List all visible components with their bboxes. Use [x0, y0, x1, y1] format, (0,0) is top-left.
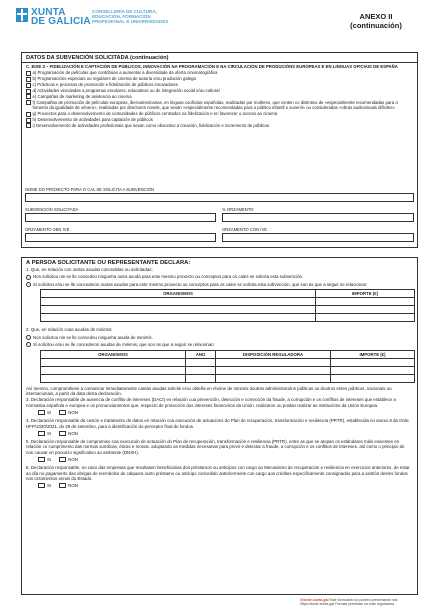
checkbox[interactable] [26, 71, 31, 76]
declaration-section [21, 257, 418, 595]
question-2: 2. Que, en relación coas axudas de minimis: [26, 327, 113, 333]
checkbox[interactable] [26, 89, 31, 94]
subsidy-title: DATOS DA SUBVENCIÓN SOLICITADA (continuación) [22, 53, 417, 63]
option-b[interactable]: b) Programacións especiais ou regulares de cinema de autoría e/ou produción galega [26, 76, 413, 81]
footer-brand: @sede.xunta.gal [300, 598, 329, 602]
question-5: 5. Declaración responsable de compromiso coa execución de actuación do Plan de recuperación, transformación e resiliencia (PRTR), entre as que se atopan os estándares máis esixentes en relación co cumprimento das normas xurídicas, éticas e morais, adoptando as medidas necesarias para previr e detectar a fraude, a corrupción e os conflitos de intereses, así como o principio de non causar un prexuízo significativo ao ambiente (DNSH). [26, 438, 405, 455]
budget-no-vat-label: ORZAMENTO SEN IVE [25, 227, 70, 232]
col-year: ANO [186, 350, 216, 358]
question-1: 1. Que, en relación con outras axudas concedidas ou solicitadas: [26, 267, 153, 272]
commitment-text: Así mesmo, comprométese a comunicar inmediatamente cantas axudas solicite e/ou obteña en réxime de minimis doutras administracións públicas ou doutros entes públicos, nacionais ou internacionais, a partir da data desta declaración. [26, 385, 392, 396]
budget-vat-label: ORZAMENTO CON IVE [222, 227, 268, 232]
q1-option-yes[interactable]: Si solicitou e/ou se lle concederon outras axudas para este mesmo proxecto ou conceptos para os cales se solicita esta subvención, que son as que a seguir se relacionan: [26, 282, 413, 288]
option-h[interactable]: h) Desenvolvemento de actividades para captación de públicos [26, 117, 413, 122]
q5-yes-no[interactable]: SI NON [38, 457, 413, 462]
question-4: 4. Declaración responsable de cesión e tratamento de datos en relación coa execución de actuacións do Plan de recuperación, transformación e resiliencia (PRTR), establecida no anexo 8 da Orde HFP/1030/2021, do 29 de setembro, para a identificación do perceptor final de fondos. [26, 418, 409, 429]
col-amount: IMPORTE (€) [316, 290, 415, 298]
requested-label: SUBVENCIÓN SOLICITADA [25, 207, 79, 212]
xunta-logo [16, 8, 96, 38]
annex-subtitle: (continuación) [350, 21, 402, 30]
project-name-input[interactable] [25, 193, 414, 202]
checkbox[interactable] [26, 83, 31, 88]
question-6: 6. Declaración responsable, no caso das empresas que resultasen beneficiarias dos préstamos ou anticipos con cargo ao Mecanismo de recuperación e resiliencia en exercicios anteriores, de estar ao día no pagamento das obrigas de reembolso de calquera outro préstamo ou anticipo concedido anteriormente con cargo aos créditos especificamente consignados para a xestión destes fondos nos orzamentos xerais do Estado. [26, 465, 410, 481]
annex-title: ANEXO II [359, 12, 393, 21]
q2-option-yes[interactable]: Si solicitou e/ou se lle concederon axudas de minimis, que son as que a seguir se relacionan: [26, 342, 413, 347]
option-g[interactable]: g) Proxectos para o desenvolvemento de comunidades de públicos centrados na fidelización e en favorecer o acceso ao cinema [26, 111, 413, 116]
checkbox[interactable] [26, 112, 31, 117]
radio-button[interactable] [26, 282, 31, 287]
radio-button[interactable] [26, 275, 31, 280]
option-e[interactable]: e) Campañas de marketing de asistencia ao cinema [26, 94, 413, 99]
xunta-cross-icon [16, 8, 28, 22]
q3-yes-no[interactable]: SI NON [38, 410, 413, 415]
other-aid-table [40, 289, 415, 322]
checkbox[interactable] [26, 118, 31, 123]
footer: @sede.xunta.gal Este formulario só poderá presentarse nos https://sede.xunta.gal Formas previstas na orde reguladora [300, 598, 398, 606]
budget-no-vat-input[interactable] [25, 233, 216, 242]
checkbox[interactable] [26, 77, 31, 82]
q2-option-no[interactable]: Non solicitou nin se lle concedeu ningunha axuda de minimis. [26, 335, 413, 340]
logo-line-2: DE GALICIA [31, 16, 91, 27]
project-name-label: NOME DO PROXECTO PARA O CAL SE SOLICITA A SUBVENCIÓN [25, 187, 154, 192]
percent-label: % ORZAMENTO [222, 207, 254, 212]
col-organisms: ORGANISMOS [41, 290, 316, 298]
option-c[interactable]: c) Prácticas e procesos de promoción e fidelización de públicos innovadores [26, 82, 413, 87]
q6-yes-no[interactable]: SI NON [38, 483, 413, 488]
checkbox[interactable] [26, 94, 31, 99]
radio-button[interactable] [26, 335, 31, 340]
department-name: CONSELLERÍA DE CULTURA, EDUCACIÓN, FORMACIÓN PROFESIONAL E UNIVERSIDADES [92, 9, 169, 25]
annex-heading [340, 12, 412, 30]
option-a[interactable]: a) Programación de películas que contribúan a aumentar a diversidade da oferta cinematográfica [26, 70, 413, 75]
requested-input[interactable] [25, 213, 216, 222]
option-i[interactable]: i) Desenvolvemento de actividades profesionais que sexan como obxectivo a creación, fidelización e incremento de públicos [26, 123, 413, 128]
option-d[interactable]: d) Actividades vinculadas a programas escolares, educativos ou de integración social e/ou cultural [26, 88, 413, 93]
question-3: 3. Declaración responsable de ausencia de conflito de intereses (DACI) en relación coa prevención, detección e corrección da fraude, a corrupción e os conflitos de intereses que establece a normativa española e europea e os pronunciamentos que, respecto de protección dos intereses financeiros da Unión, realizaron ou poidan realizar as institucións da Unión Europea. [26, 397, 396, 408]
axis-title: C. EIXE 3 – FIDELIZACIÓN E CAPTACIÓN DE PÚBLICOS, INNOVACIÓN NA PROGRAMACIÓN E NA CIRCULACIÓN DE PRODUCIÓNS EUROPEAS E EN LINGUAS OFICIAIS DE ESPAÑA [26, 64, 398, 69]
logo-line-1: XUNTA [31, 7, 66, 18]
percent-input[interactable] [222, 213, 414, 222]
declaration-title: A PERSOA SOLICITANTE OU REPRESENTANTE DECLARA: [26, 260, 191, 266]
minimis-table [40, 350, 415, 383]
col-amount: IMPORTE (€) [331, 350, 415, 358]
q1-option-no[interactable]: Non solicitou nin se lle concedeu ningunha outra axuda para este mesmo proxecto ou conceptos para os cales se solicita esta subvención. [26, 274, 413, 279]
radio-button[interactable] [26, 342, 31, 347]
q4-yes-no[interactable]: SI NON [38, 431, 413, 436]
checkbox[interactable] [26, 100, 31, 105]
budget-vat-input[interactable] [222, 233, 414, 242]
col-organisms: ORGANISMOS [41, 350, 186, 358]
checkbox[interactable] [26, 123, 31, 128]
option-f[interactable]: f) Campañas de promoción de películas europeas, iberoamericanas, en linguas cooficiais españolas, realizadas por mulleres, que conten co distintivo de «especialmente recomendadas para o fomento da igualdade de xénero», realizadas por directores novels, que sexan «especialmente recomendadas para o público infantil e xuvenil» ou consideradas «obras audiovisuais difíciles» [26, 100, 413, 111]
col-regulation: DISPOSICIÓN REGULADORA [216, 350, 331, 358]
